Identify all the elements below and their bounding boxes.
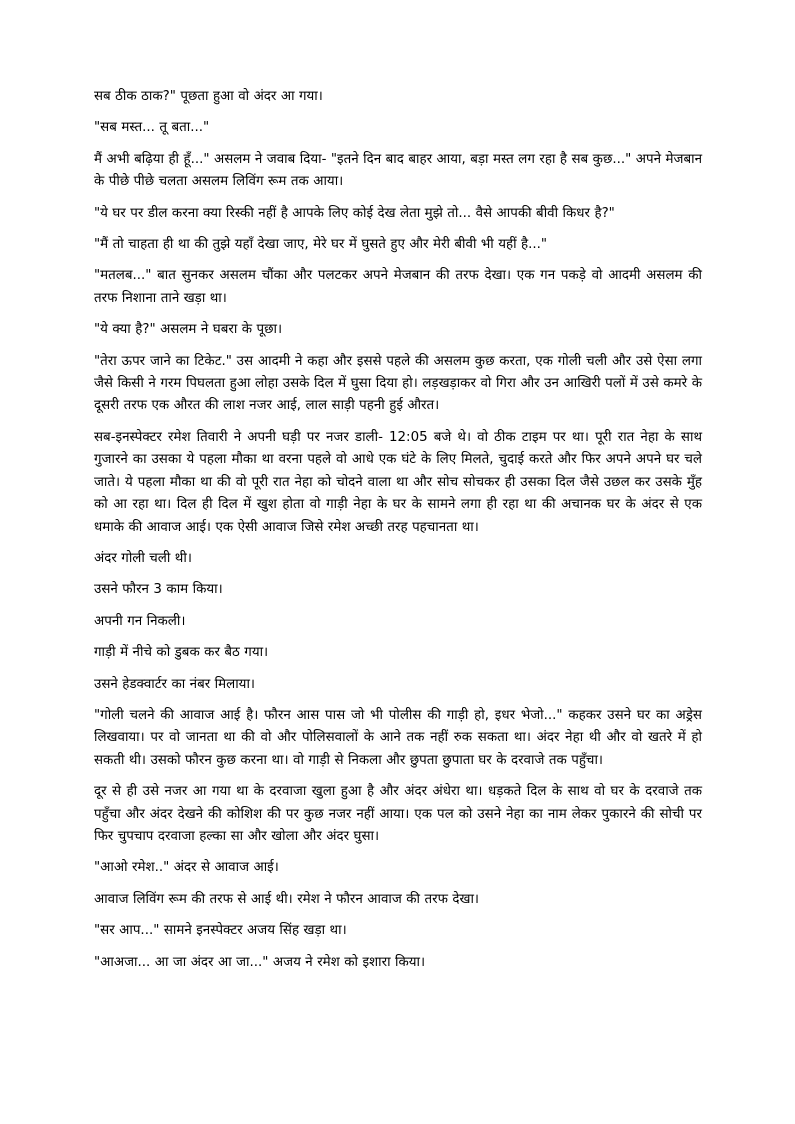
paragraph: आवाज लिविंग रूम की तरफ से आई थी। रमेश ने फौरन आवाज की तरफ देखा। [94, 891, 479, 907]
paragraph: उसने हेडक्वार्टर का नंबर मिलाया। [94, 676, 255, 692]
paragraph: गाड़ी में नीचे को डुबक कर बैठ गया। [94, 645, 269, 661]
paragraph: "ये क्या है?" असलम ने घबरा के पूछा। [94, 322, 283, 338]
paragraph: सब-इनस्पेक्टर रमेश तिवारी ने अपनी घड़ी पर नजर डाली- 12:05 बजे थे। वो ठीक टाइम पर था। पूरी रात नेहा के साथ गुजारने का उसका ये पहला मौका था वरना पहले वो आधे एक घंटे के लिए मिलते, चुदाई करते और फिर अपने अपने घर चले जाते। ये पहला मौका था की वो पूरी रात नेहा को चोदने वाला था और सोच सोचकर ही उसका दिल जैसे उछल कर उसके मुँह को आ रहा था। दिल ही दिल में खुश होता वो गाड़ी नेहा के घर के सामने लगा ही रहा था की अचानक घर के अंदर से एक धमाके की आवाज आई। एक ऐसी आवाज जिसे रमेश अच्छी तरह पहचानता था। [94, 429, 702, 535]
paragraph: "ये घर पर डील करना क्या रिस्की नहीं है आपके लिए कोई देख लेता मुझे तो... वैसे आपकी बीवी किधर है?" [94, 205, 615, 221]
paragraph: "आअजा... आ जा अंदर आ जा..." अजय ने रमेश को इशारा किया। [94, 954, 426, 970]
document-text-column [94, 86, 702, 974]
paragraph: उसने फौरन 3 काम किया। [94, 582, 223, 598]
paragraph: अपनी गन निकली। [94, 613, 186, 629]
paragraph: "मतलब..." बात सुनकर असलम चौंका और पलटकर अपने मेजबान की तरफ देखा। एक गन पकड़े वो आदमी असलम की तरफ निशाना ताने खड़ा था। [94, 268, 702, 306]
paragraph: "आओ रमेश.." अंदर से आवाज आई। [94, 860, 279, 876]
paragraph: अंदर गोली चली थी। [94, 550, 192, 566]
paragraph: "तेरा ऊपर जाने का टिकेट." उस आदमी ने कहा और इससे पहले की असलम कुछ करता, एक गोली चली और उसे ऐसा लगा जैसे किसी ने गरम पिघलता हुआ लोहा उसके दिल में घुसा दिया हो। लड़खड़ाकर वो गिरा और उन आखिरी पलों में उसे कमरे के दूसरी तरफ एक औरत की लाश नजर आई, लाल साड़ी पहनी हुई औरत। [94, 353, 702, 414]
paragraph: दूर से ही उसे नजर आ गया था के दरवाजा खुला हुआ है और अंदर अंधेरा था। धड़कते दिल के साथ वो घर के दरवाजे तक पहुँचा और अंदर देखने की कोशिश की पर कुछ नजर नहीं आया। एक पल को उसने नेहा का नाम लेकर पुकारने की सोची पर फिर चुपचाप दरवाजा हल्का सा और खोला और अंदर घुसा। [94, 784, 702, 844]
paragraph: "सर आप..." सामने इनस्पेक्टर अजय सिंह खड़ा था। [94, 923, 347, 939]
paragraph: सब ठीक ठाक?" पूछता हुआ वो अंदर आ गया। [94, 89, 323, 104]
paragraph: "मैं तो चाहता ही था की तुझे यहाँ देखा जाए, मेरे घर में घुसते हुए और मेरी बीवी भी यहीं है..." [94, 237, 548, 253]
paragraph: "सब मस्त... तू बता..." [94, 120, 210, 136]
paragraph: मैं अभी बढ़िया ही हूँ..." असलम ने जवाब दिया- "इतने दिन बाद बाहर आया, बड़ा मस्त लग रहा है सब कुछ..." अपने मेजबान के पीछे पीछे चलता असलम लिविंग रूम तक आया। [94, 151, 702, 190]
paragraph: "गोली चलने की आवाज आई है। फौरन आस पास जो भी पोलीस की गाड़ी हो, इधर भेजो..." कहकर उसने घर का अड्रेस लिखवाया। पर वो जानता था की वो और पोलिसवालों के आने तक नहीं रुक सकता था। अंदर नेहा थी और वो खतरे में हो सकती थी। उसको फौरन कुछ करना था। वो गाड़ी से निकला और छुपता छुपाता घर के दरवाजे तक पहुँचा। [94, 707, 702, 768]
